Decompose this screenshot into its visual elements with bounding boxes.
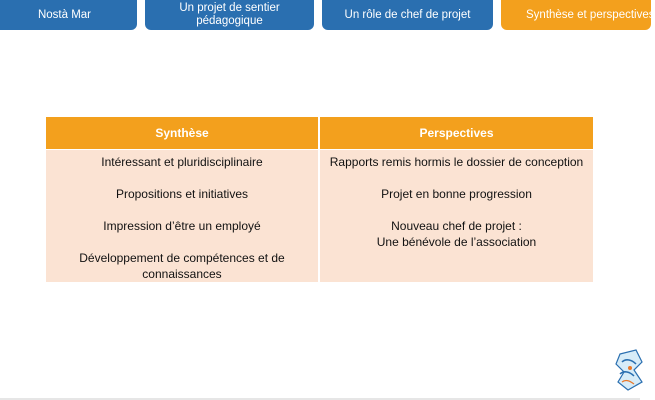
tab-projet-sentier-pedagogique[interactable] (145, 0, 314, 30)
perspectives-column (320, 150, 593, 282)
header-synthese: Synthèse (46, 117, 318, 149)
synthese-item: Propositions et initiatives (115, 187, 249, 201)
perspectives-item: Rapports remis hormis le dossier de conception (329, 155, 584, 169)
tab-label: Nostà Mar (37, 8, 92, 21)
header-perspectives: Perspectives (320, 117, 593, 149)
association-logo-icon (614, 348, 644, 392)
perspectives-item: Nouveau chef de projet : (391, 219, 522, 233)
tab-label: Synthèse et perspectives (526, 8, 655, 21)
tab-nosta-mar[interactable] (0, 0, 137, 30)
synthesis-perspectives-table (46, 117, 593, 282)
synthese-item: Intéressant et pluridisciplinaire (101, 155, 263, 169)
tab-role-chef-de-projet[interactable] (322, 0, 493, 30)
synthese-item: Impression d’être un employé (103, 219, 261, 233)
top-navigation-tabs (0, 0, 655, 30)
column-divider (318, 117, 320, 282)
tab-synthese-et-perspectives[interactable] (501, 0, 655, 30)
perspectives-item: Une bénévole de l’association (376, 235, 537, 249)
perspectives-item: Projet en bonne progression (381, 187, 532, 201)
synthese-item: Développement de compétences et de connaissances (79, 251, 285, 281)
tab-label: Un rôle de chef de projet (344, 8, 471, 21)
tab-label: Un projet de sentier pédagogique (179, 2, 280, 27)
synthese-column (46, 150, 318, 282)
